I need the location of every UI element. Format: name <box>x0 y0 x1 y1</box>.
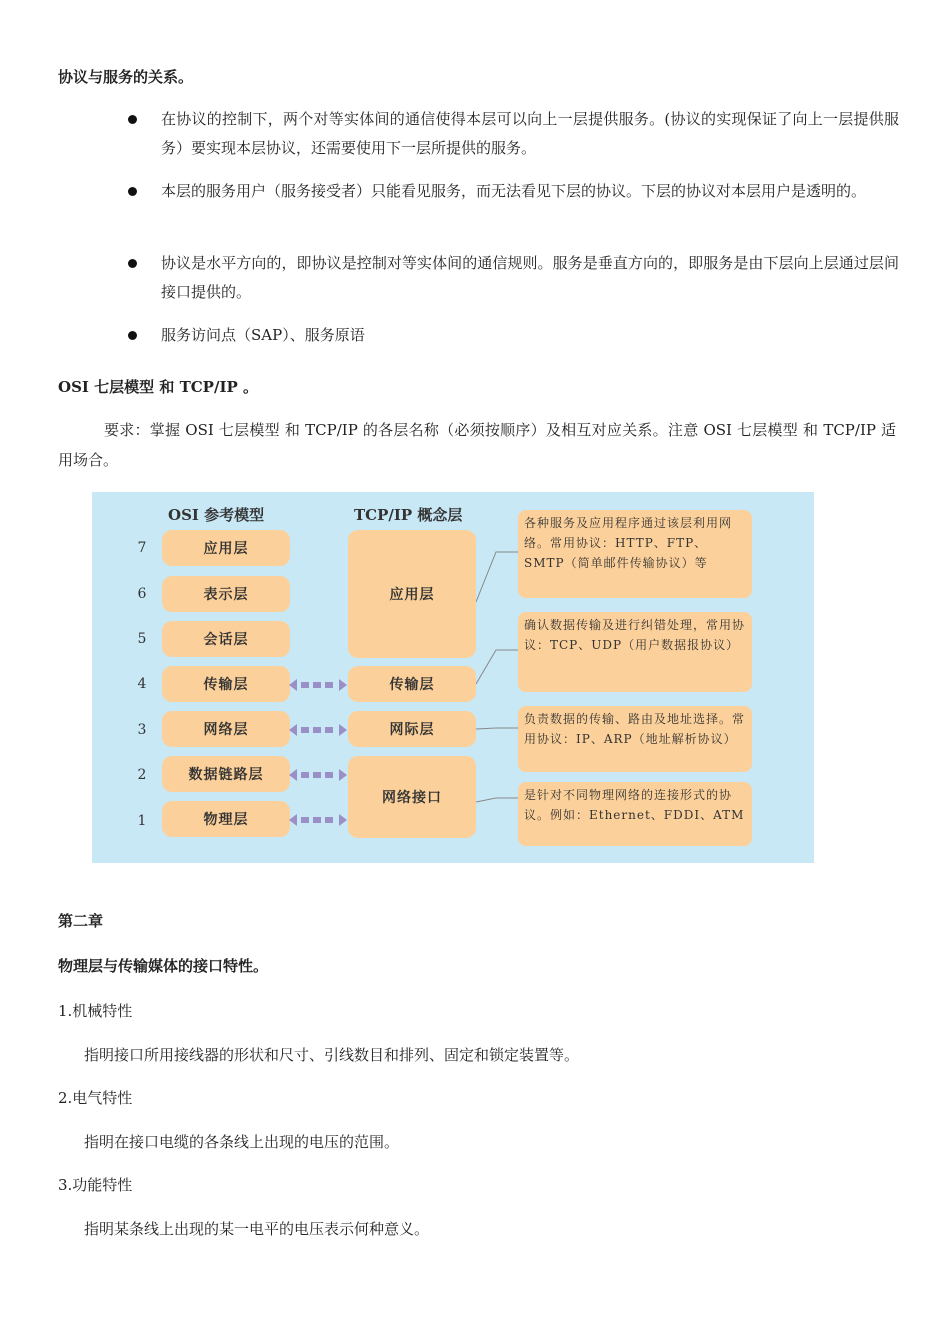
list-item-text: 本层的服务用户（服务接受者）只能看见服务，而无法看见下层的协议。下层的协议对本层用户是透明的。 <box>161 182 867 200</box>
layer-number: 2 <box>137 767 147 783</box>
osi-tcpip-diagram <box>92 492 814 863</box>
osi-layer-presentation: 表示层 <box>162 576 290 612</box>
tcpip-layer-network-interface: 网络接口 <box>348 756 476 838</box>
osi-layer-session: 会话层 <box>162 621 290 657</box>
note-network-interface: 是针对不同物理网络的连接形式的协议。例如：Ethernet、FDDI、ATM <box>518 782 752 846</box>
list-item <box>128 321 898 351</box>
layer-number: 4 <box>137 676 147 692</box>
note-transport: 确认数据传输及进行纠错处理，常用协议：TCP、UDP（用户数据报协议） <box>518 612 752 692</box>
section-heading: OSI 七层模型 和 TCP/IP 。 <box>58 378 258 396</box>
double-arrow-icon <box>289 768 347 782</box>
bullet-icon <box>128 187 137 196</box>
requirement-paragraph: 要求：掌握 OSI 七层模型 和 TCP/IP 的各层名称（必须按顺序）及相互对应关系。注意 OSI 七层模型 和 TCP/IP 适用场合。 <box>58 421 896 469</box>
osi-layer-physical: 物理层 <box>162 801 290 837</box>
list-item-text: 在协议的控制下，两个对等实体间的通信使得本层可以向上一层提供服务。(协议的实现保证了向上一层提供服务）要实现本层协议，还需要使用下一层所提供的服务。 <box>161 110 899 157</box>
list-item <box>128 177 898 237</box>
note-internet: 负责数据的传输、路由及地址选择。常用协议：IP、ARP（地址解析协议） <box>518 706 752 772</box>
layer-number: 3 <box>137 722 147 738</box>
section-heading: 协议与服务的关系。 <box>58 68 194 86</box>
list-item <box>128 249 898 309</box>
tcpip-layer-internet: 网际层 <box>348 711 476 747</box>
item-label: 1.机械特性 <box>58 1002 133 1020</box>
layer-number: 5 <box>137 631 147 647</box>
list-item-text: 协议是水平方向的，即协议是控制对等实体间的通信规则。服务是垂直方向的，即服务是由下层向上层通过层间接口提供的。 <box>161 254 899 301</box>
item-description: 指明接口所用接线器的形状和尺寸、引线数目和排列、固定和锁定装置等。 <box>84 1046 580 1064</box>
item-label: 3.功能特性 <box>58 1176 133 1194</box>
bullet-icon <box>128 259 137 268</box>
double-arrow-icon <box>289 723 347 737</box>
tcpip-layer-application: 应用层 <box>348 530 476 658</box>
note-application: 各种服务及应用程序通过该层利用网络。常用协议：HTTP、FTP、SMTP（简单邮件传输协议）等 <box>518 510 752 598</box>
layer-number: 1 <box>137 813 147 829</box>
osi-layer-application: 应用层 <box>162 530 290 566</box>
item-label: 2.电气特性 <box>58 1089 133 1107</box>
item-description: 指明某条线上出现的某一电平的电压表示何种意义。 <box>84 1220 430 1238</box>
layer-number: 7 <box>137 540 147 556</box>
osi-layer-transport: 传输层 <box>162 666 290 702</box>
double-arrow-icon <box>289 813 347 827</box>
osi-layer-datalink: 数据链路层 <box>162 756 290 792</box>
layer-number: 6 <box>137 586 147 602</box>
bullet-icon <box>128 331 137 340</box>
tcpip-layer-transport: 传输层 <box>348 666 476 702</box>
bullet-icon <box>128 115 137 124</box>
list-item <box>128 105 898 165</box>
osi-title: OSI 参考模型 <box>168 506 265 524</box>
tcpip-title: TCP/IP 概念层 <box>354 506 463 524</box>
connector-lines <box>476 492 520 863</box>
osi-layer-network: 网络层 <box>162 711 290 747</box>
double-arrow-icon <box>289 678 347 692</box>
chapter-title: 第二章 <box>58 912 104 930</box>
item-description: 指明在接口电缆的各条线上出现的电压的范围。 <box>84 1133 400 1151</box>
section-heading: 物理层与传输媒体的接口特性。 <box>58 957 269 975</box>
list-item-text: 服务访问点（SAP）、服务原语 <box>161 326 365 344</box>
